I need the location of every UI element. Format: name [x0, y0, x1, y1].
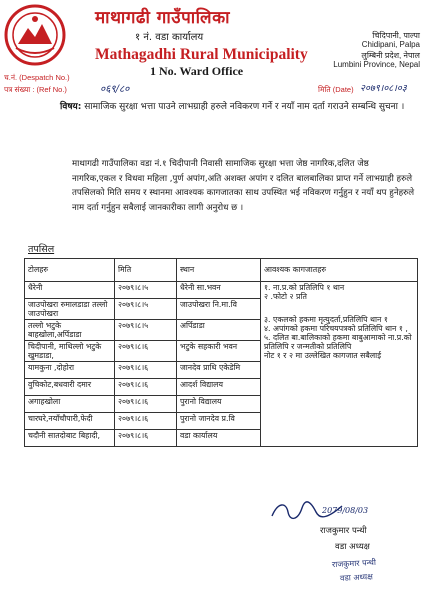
address-line-1: चिदिपानी, पाल्पा	[372, 31, 420, 40]
ward-office-np: १ नं. वडा कार्यालय	[135, 32, 204, 43]
header-tol: टोलहरु	[25, 259, 115, 282]
subject-text: सामाजिक सुरक्षा भत्ता पाउने लाभग्राही हरुले नविकरण गर्ने र नयाँ नाम दर्ता गराउने सम्बन्धि सुचना ।	[84, 102, 405, 112]
tapasil-heading: तपसिल	[28, 244, 55, 255]
cell-place: जानदेव प्राथि एकेडेमि	[177, 362, 261, 379]
date-value: २०७९।०८।०३	[360, 83, 407, 94]
header-docs: आवश्यक कागजातहरु	[261, 259, 418, 282]
ref-label: पत्र संख्या : (Ref No.)	[4, 85, 67, 94]
cell-required-docs	[261, 282, 418, 447]
cell-date: २०७९।८।६	[115, 362, 177, 379]
signatory-post: वडा अध्यक्ष	[335, 542, 370, 552]
signatory-name: राजकुमार पन्थी	[320, 526, 367, 536]
cell-place: वडा कार्यालय	[177, 430, 261, 447]
doc-item: २ .फोटो २ प्रति	[264, 292, 307, 301]
schedule-table	[24, 258, 418, 447]
cell-date: २०७९।८।५	[115, 299, 177, 320]
municipality-title-np: माथागढी गाउँपालिका	[95, 8, 231, 28]
municipality-seal-logo	[4, 4, 66, 66]
cell-tol: चदौनी सातदोबाट बिहादी,	[25, 430, 115, 447]
cell-tol: चारघरे,नयाँचौपारी,फेदी	[25, 413, 115, 430]
cell-date: २०७९।८।६	[115, 379, 177, 396]
body-paragraph	[40, 157, 415, 215]
body-text: माथागढी गाउँपालिका वडा नं.१ चिदीपानी निवासी सामाजिक सुरक्षा भत्ता जेष्ठ नागरिक,दलित जेष्ठ नागरिक,एकल र विधवा महिला ,पुर्ण अपांग,अति अशक्त अपांग र दलित बालबालिका प्राप्त गर्ने लाभग्राही हरुले तपसिलको मिति समय र स्थानमा आवश्यक कागजातका साथ उपस्थित भई नविकरण गर्नुहुन र नयाँ थप हुनेहरुले नाम दर्ता गर्नुहुन सबैलाई जानकारीका लागी अनुरोध छ ।	[72, 159, 415, 213]
header-place: स्थान	[177, 259, 261, 282]
cell-date: २०७९।८।५	[115, 282, 177, 299]
subject-label: विषय:	[60, 102, 82, 112]
date-label: मिति (Date)	[318, 85, 354, 94]
address-line-2: Chidipani, Palpa	[361, 40, 420, 49]
cell-date: २०७९।८।६	[115, 341, 177, 362]
doc-item: १. ना.प्र.को प्रतिलिपि १ थान	[264, 283, 345, 292]
ward-office-en: 1 No. Ward Office	[150, 64, 244, 78]
cell-tol: तल्लो भटुके बाहखोला,अर्पिडाडा	[25, 320, 115, 341]
doc-item: ३. एकलको हकमा मृत्युदर्ता,प्रतिलिपि थान १	[264, 315, 388, 324]
cell-place: धैरेनी सा.भवन	[177, 282, 261, 299]
address-line-3: लुम्बिनी प्रदेश, नेपाल	[361, 51, 420, 60]
subject	[60, 100, 420, 115]
table-header-row	[25, 259, 418, 282]
address-line-4: Lumbini Province, Nepal	[333, 60, 420, 69]
cell-date: २०७९।८।६	[115, 430, 177, 447]
signature-date: 2079/08/03	[322, 506, 369, 515]
cell-date: २०७९।८।५	[115, 320, 177, 341]
doc-item	[264, 301, 414, 315]
cell-date: २०७९।८।६	[115, 396, 177, 413]
cell-tol: धैरेनी	[25, 282, 115, 299]
cell-place: अर्पिडाडा	[177, 320, 261, 341]
ref-value: ०६९/८०	[100, 84, 130, 95]
cell-place: भटुके सहकारी भवन	[177, 341, 261, 362]
cell-tol: अगाहखोला	[25, 396, 115, 413]
doc-item: नोट १ र २ मा उल्लेखित कागजात सबैलाई	[264, 351, 382, 360]
doc-item: ४. अपांगको हकमा परिचयपत्रको प्रतिलिपि थान १ ,	[264, 324, 408, 333]
municipality-title-en: Mathagadhi Rural Municipality	[95, 46, 308, 63]
header-date: मिति	[115, 259, 177, 282]
cell-place: आदर्श विद्यालय	[177, 379, 261, 396]
cell-tol: वुचिकोट,बधवारी दमार	[25, 379, 115, 396]
cell-tol: चिदीपानी, माथिल्लो भटुके खुमडाडा,	[25, 341, 115, 362]
cell-place: पुरानो जानदेव प्र.वि	[177, 413, 261, 430]
table-row	[25, 282, 418, 299]
cell-date: २०७९।८।६	[115, 413, 177, 430]
cell-tol: यामकुना ,दोहोरा	[25, 362, 115, 379]
despatch-label: च.नं. (Despatch No.)	[4, 73, 70, 82]
cell-place: जाउपोखरा नि.मा.वि	[177, 299, 261, 320]
cell-place: पुरानो विद्यालय	[177, 396, 261, 413]
stamp-name: राजकुमार पन्थी	[331, 557, 377, 570]
cell-tol: जाउपोखरा रुमालडाडा तल्लो जाउपोखरा	[25, 299, 115, 320]
stamp-post: वडा अध्यक्ष	[339, 572, 374, 583]
doc-item: ५. दलित बा.बालिकाको हकमा बाबुआमाको ना.प्र.को प्रतिलिपि र जन्मतीको प्रतिलिपि	[264, 333, 412, 351]
